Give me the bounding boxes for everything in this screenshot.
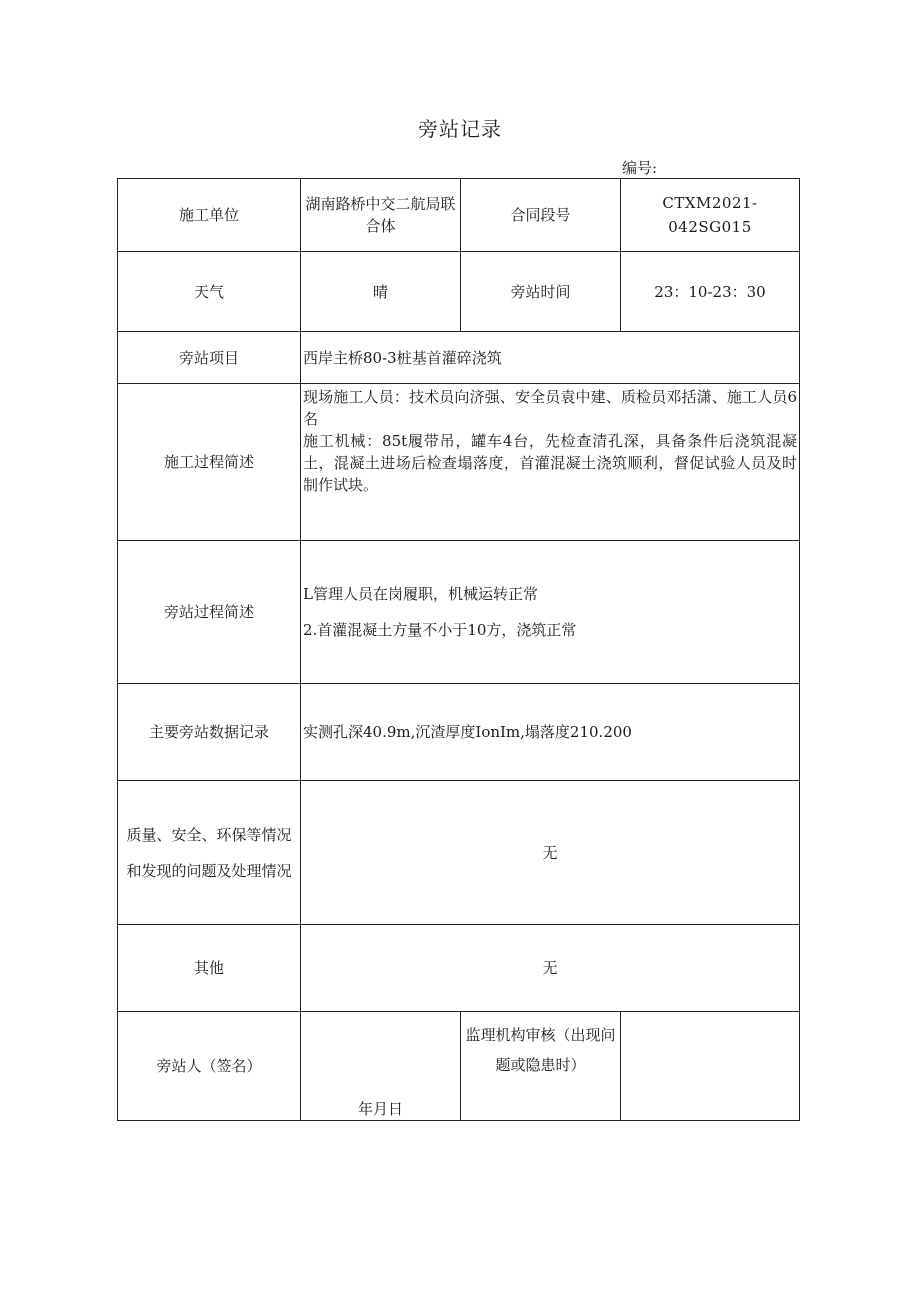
construction-process-value xyxy=(301,384,800,541)
review-value xyxy=(621,1012,800,1121)
quality-issues-value: 无 xyxy=(301,781,800,925)
weather-value: 晴 xyxy=(301,252,461,332)
construction-staff-text: 现场施工人员：技术员向济强、安全员袁中建、质检员邓括潇、施工人员6名 xyxy=(303,388,797,428)
quality-issues-label: 质量、安全、环保等情况和发现的问题及处理情况 xyxy=(118,781,301,925)
signer-label: 旁站人（签名） xyxy=(118,1012,301,1121)
supervision-process-item-1: L管理人员在岗履职，机械运转正常 xyxy=(303,585,538,603)
signature-cell xyxy=(301,1012,461,1121)
serial-number-label: 编号: xyxy=(622,159,658,177)
other-value: 无 xyxy=(301,925,800,1012)
signature-date: 年月日 xyxy=(357,1100,403,1118)
construction-unit-value: 湖南路桥中交二航局联合体 xyxy=(301,179,461,252)
supervision-process-label: 旁站过程简述 xyxy=(118,541,301,684)
document-title: 旁站记录 xyxy=(418,117,502,141)
weather-label: 天气 xyxy=(118,252,301,332)
supervision-process-item-2: 2.首灌混凝土方量不小于10方，浇筑正常 xyxy=(303,621,577,639)
construction-process-label: 施工过程简述 xyxy=(118,384,301,541)
main-data-label: 主要旁站数据记录 xyxy=(118,684,301,781)
construction-machine-text: 施工机械：85t履带吊，罐车4台，先检查清孔深，具备条件后浇筑混凝土，混凝土进场后检查塌落度，首灌混凝土浇筑顺利，督促试验人员及时制作试块。 xyxy=(303,432,797,494)
supervision-process-value xyxy=(301,541,800,684)
supervision-item-label: 旁站项目 xyxy=(118,332,301,384)
review-label: 监理机构审核（出现问题或隐患时） xyxy=(461,1012,621,1121)
supervision-record-table xyxy=(117,178,800,1121)
supervision-time-label: 旁站时间 xyxy=(461,252,621,332)
contract-section-label: 合同段号 xyxy=(461,179,621,252)
supervision-time-value: 23：10-23：30 xyxy=(621,252,800,332)
supervision-item-value: 西岸主桥80-3桩基首灌碎浇筑 xyxy=(301,332,800,384)
contract-section-value: CTXM2021-042SG015 xyxy=(621,179,800,252)
other-label: 其他 xyxy=(118,925,301,1012)
main-data-value: 实测孔深40.9m,沉渣厚度IonIm,塌落度210.200 xyxy=(301,684,800,781)
construction-unit-label: 施工单位 xyxy=(118,179,301,252)
